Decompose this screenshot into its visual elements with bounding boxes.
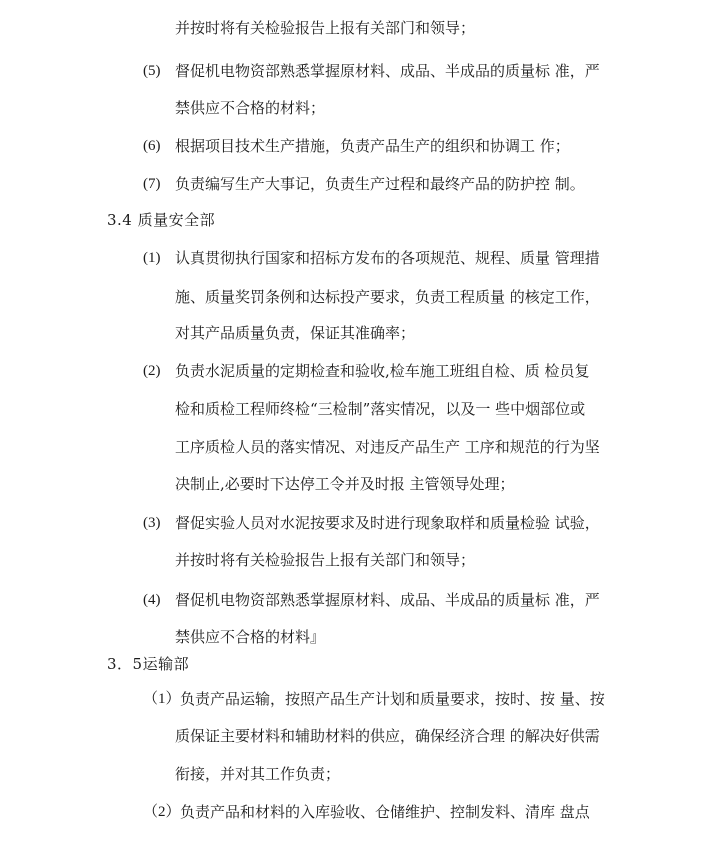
text-line: 并按时将有关检验报告上报有关部门和领导； [175, 551, 476, 569]
item-number: (1) [143, 250, 161, 266]
item-number: (7) [143, 176, 161, 192]
text-line: 并按时将有关检验报告上报有关部门和领导； [175, 19, 476, 37]
text-line: 根据项目技术生产措施，负责产品生产的组织和协调工 作； [175, 137, 570, 155]
text-line: 禁供应不合格的材料』 [175, 628, 326, 646]
text-line: 衔接，并对其工作负责； [175, 765, 341, 783]
item-number: (6) [143, 138, 161, 154]
item-number: （1） [143, 691, 181, 707]
section-heading: 3．5运输部 [107, 655, 190, 673]
text-line: 负责产品运输，按照产品生产计划和质量要求，按时、按 量、按 [180, 690, 605, 708]
text-line: 督促机电物资部熟悉掌握原材料、成品、半成品的质量标 准，严 [175, 62, 600, 80]
text-line: 检和质检工程师终检“三检制”落实情况，以及一 些中烟部位或 [175, 400, 586, 418]
item-number: (2) [143, 363, 161, 379]
text-line: 决制止,必要时下达停工令并及时报 主管领导处理； [175, 475, 515, 493]
section-heading: 3.4 质量安全部 [107, 211, 216, 229]
text-line: 对其产品质量负责，保证其准确率； [175, 324, 416, 342]
text-line: 督促机电物资部熟悉掌握原材料、成品、半成品的质量标 准，严 [175, 591, 600, 609]
item-number: （2） [143, 804, 181, 820]
text-line: 质保证主要材料和辅助材料的供应，确保经济合理 的解决好供需 [175, 727, 600, 745]
item-number: (3) [143, 515, 161, 531]
text-line: 禁供应不合格的材料； [175, 99, 326, 117]
text-line: 负责水泥质量的定期检查和验收,检车施工班组自检、质 检员复 [175, 362, 590, 380]
text-line: 认真贯彻执行国家和招标方发布的各项规范、规程、质量 管理措 [175, 249, 600, 267]
text-line: 督促实验人员对水泥按要求及时进行现象取样和质量检验 试验， [175, 514, 600, 532]
item-number: (4) [143, 592, 161, 608]
text-line: 工序质检人员的落实情况、对违反产品生产 工序和规范的行为坚 [175, 438, 600, 456]
item-number: (5) [143, 63, 161, 79]
text-line: 负责编写生产大事记，负责生产过程和最终产品的防护控 制。 [175, 175, 585, 193]
text-line: 负责产品和材料的入库验收、仓储维护、控制发料、清库 盘点 [180, 803, 590, 821]
text-line: 施、质量奖罚条例和达标投产要求，负责工程质量 的核定工作， [175, 288, 600, 306]
